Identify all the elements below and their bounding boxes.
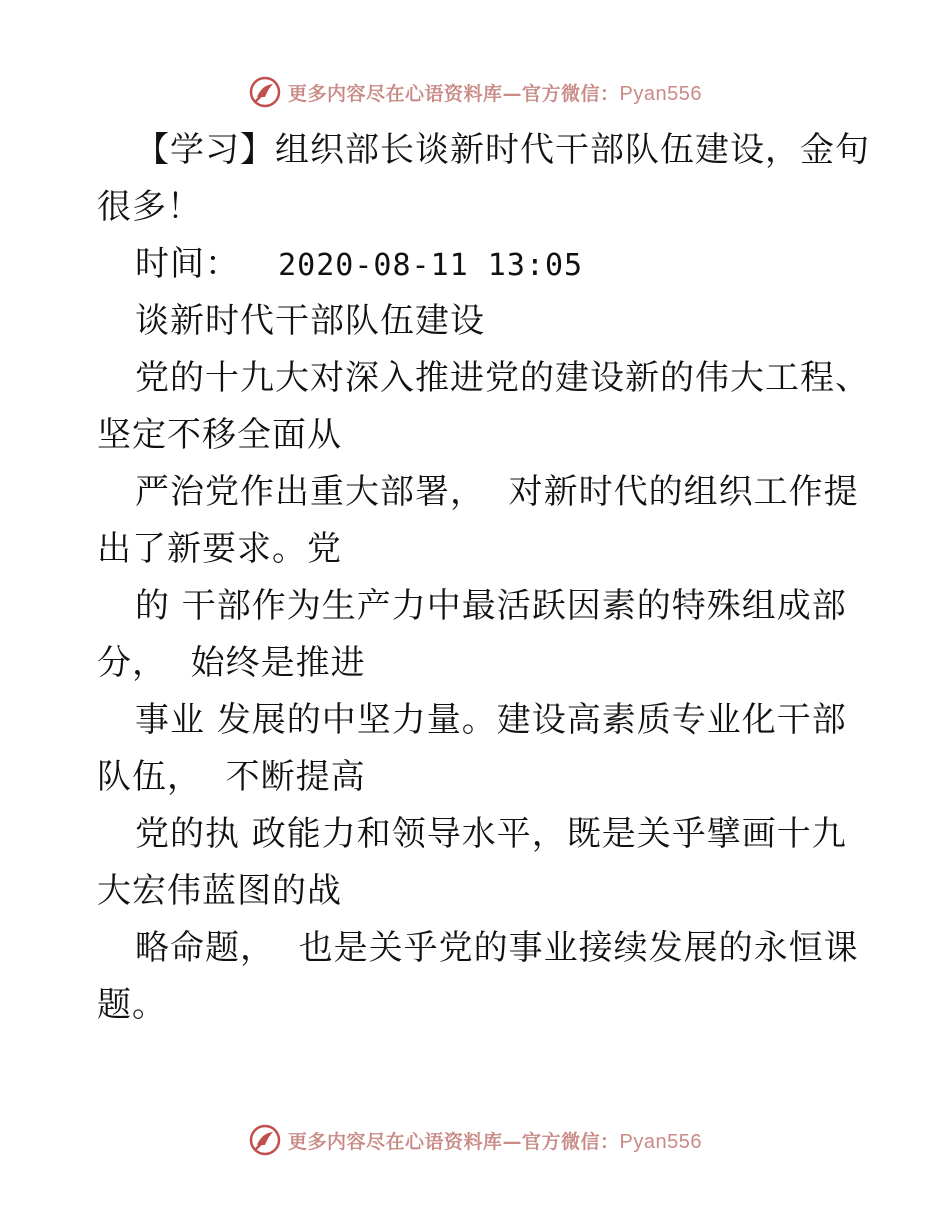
paragraph-line: 的 干部作为生产力中最活跃因素的特殊组成部	[135, 586, 847, 626]
paragraph-line: 党的十九大对深入推进党的建设新的伟大工程、	[135, 358, 870, 398]
watermark-text: 更多内容尽在心语资料库—官方微信：Pyan556	[288, 82, 702, 105]
time-label: 时间：	[135, 244, 240, 284]
paragraph-line: 坚定不移全面从	[97, 415, 342, 455]
header-watermark	[0, 72, 950, 112]
paragraph-line: 略命题， 也是关乎党的事业接续发展的永恒课	[135, 928, 859, 968]
article-body	[97, 122, 870, 1034]
paragraph-line: 队伍， 不断提高	[97, 757, 366, 797]
article-title-line-2: 很多！	[97, 187, 202, 227]
watermark-text: 更多内容尽在心语资料库—官方微信：Pyan556	[288, 1130, 702, 1153]
paragraph-line: 事业 发展的中坚力量。建设高素质专业化干部	[135, 700, 847, 740]
paragraph-line: 严治党作出重大部署， 对新时代的组织工作提	[135, 472, 859, 512]
paragraph-line: 党的执 政能力和领导水平，既是关乎擘画十九	[135, 814, 847, 854]
paragraph-line: 大宏伟蓝图的战	[97, 871, 342, 911]
article-title-line-1: 【学习】组织部长谈新时代干部队伍建设，金句	[135, 130, 870, 170]
paragraph-line: 出了新要求。党	[97, 529, 342, 569]
logo-icon	[248, 75, 282, 109]
logo-icon	[248, 1123, 282, 1157]
article-subtitle: 谈新时代干部队伍建设	[135, 301, 485, 341]
footer-watermark	[0, 1120, 950, 1160]
publish-time	[97, 236, 837, 293]
time-value: 2020-08-11 13:05	[278, 248, 584, 283]
paragraph-line: 分， 始终是推进	[97, 643, 366, 683]
paragraph-line: 题。	[97, 985, 167, 1025]
